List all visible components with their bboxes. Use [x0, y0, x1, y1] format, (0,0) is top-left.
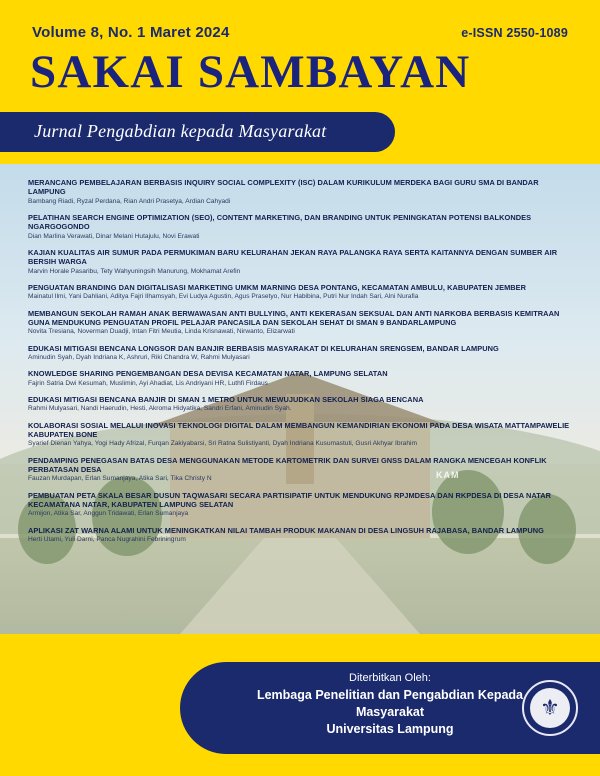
article-authors: Fajrin Satria Dwi Kesumah, Muslimin, Ayi Ahadiat, Lis Andriyani HR, Luthfi Firdaus — [28, 379, 268, 387]
list-item — [28, 369, 572, 388]
article-authors: Mainatul Ilmi, Yani Dahliani, Aditya Fajri Ilhamsyah, Evi Ludya Agustin, Agus Prasetyo, Nur Habibina, Putri Nur Indah Sari, Alni Nurafia — [28, 293, 419, 301]
article-title: PENDAMPING PENEGASAN BATAS DESA MENGGUNAKAN METODE KARTOMETRIK DAN SURVEI GNSS DALAM RANGKA MENCEGAH KONFLIK PERBATASAN DESA — [28, 455, 547, 474]
article-authors: Dian Marlina Verawati, Dinar Melani Hutajulu, Novi Erawati — [28, 232, 200, 240]
journal-subtitle: Jurnal Pengabdian kepada Masyarakat — [34, 121, 327, 141]
article-title: KOLABORASI SOSIAL MELALUI INOVASI TEKNOLOGI DIGITAL DALAM MEMBANGUN KEMANDIRIAN EKONOMI PADA DESA WISATA MATTAMPAWELIE KABUPATEN BONE — [28, 420, 570, 439]
list-item — [28, 178, 572, 206]
list-item — [28, 456, 572, 484]
university-seal-icon — [522, 680, 578, 736]
article-title: EDUKASI MITIGASI BENCANA LONGSOR DAN BANJIR BERBASIS MASYARAKAT DI KELURAHAN SRENGSEM, BANDAR LAMPUNG — [28, 343, 499, 353]
article-list — [0, 178, 600, 551]
article-title: MEMBANGUN SEKOLAH RAMAH ANAK BERWAWASAN ANTI BULLYING, ANTI KEKERASAN SEKSUAL DAN ANTI NARKOBA BERBASIS KEMITRAAN GUNA MENDUKUNG PENGUATAN PROFIL PELAJAR PANCASILA DAN SEKOLAH SEHAT DI SMAN 9 BANDARLAMPUNG — [28, 308, 560, 328]
list-item — [28, 421, 572, 449]
eissn-line: e-ISSN 2550-1089 — [461, 26, 568, 40]
list-item — [28, 491, 572, 519]
article-authors: Fauzan Murdapan, Erlan Sumanjaya, Atika Sari, Tika Christy N — [28, 475, 212, 483]
article-title: EDUKASI MITIGASI BENCANA BANJIR DI SMAN 1 METRO UNTUK MEWUJUDKAN SEKOLAH SIAGA BENCANA — [28, 394, 424, 404]
article-title: PENGUATAN BRANDING DAN DIGITALISASI MARKETING UMKM MARNING DESA PONTANG, KECAMATAN AMBULU, KABUPATEN JEMBER — [28, 283, 527, 293]
article-authors: Rahmi Mulyasari, Nandi Haerudin, Hesti, Akroma Hidyatika, Sandri Erfani, Aminudin Syah. — [28, 405, 292, 413]
publisher-block — [225, 672, 555, 738]
issue-line: Volume 8, No. 1 Maret 2024 — [32, 24, 230, 41]
article-authors: Bambang Riadi, Ryzal Perdana, Rian Andri Prasetya, Ardian Cahyadi — [28, 197, 231, 205]
list-item — [28, 344, 572, 363]
article-title: MERANCANG PEMBELAJARAN BERBASIS INQUIRY SOCIAL COMPLEXITY (ISC) DALAM KURIKULUM MERDEKA BAGI GURU SMA DI BANDAR LAMPUNG — [28, 178, 539, 197]
list-item — [28, 213, 572, 241]
article-authors: Herti Utami, Yuli Darni, Panca Nugrahini Febriningrum — [28, 536, 186, 543]
article-authors: Novita Tresiana, Noverman Duadji, Intan Fitri Meutia, Linda Krisnawati, Nirwanto, Elizarwati — [28, 328, 295, 336]
list-item — [28, 395, 572, 414]
article-authors: Syarief Dienan Yahya, Yogi Hady Afrizal, Furqan Zakiyabarsi, Sri Ratna Sulistiyanti, Dyah Indriana Kusumastuti, Gusri Akhyar Ibrahim — [28, 440, 417, 448]
article-title: PEMBUATAN PETA SKALA BESAR DUSUN TAQWASARI SECARA PARTISIPATIF UNTUK MENDUKUNG RPJMDESA DAN RKPDESA DI DESA NATAR KECAMATANA NATAR, KABUPATEN LAMPUNG SELATAN — [28, 490, 551, 509]
subtitle-bar — [0, 112, 600, 152]
seal-glyph: ⚜ — [540, 695, 560, 720]
list-item — [28, 248, 572, 276]
article-title: APLIKASI ZAT WARNA ALAMI UNTUK MENINGKATKAN NILAI TAMBAH PRODUK MAKANAN DI DESA LINGSUH RAJABASA, BANDAR LAMPUNG — [28, 525, 544, 535]
published-by-label: Diterbitkan Oleh: — [349, 672, 431, 684]
article-title: KNOWLEDGE SHARING PENGEMBANGAN DESA DEVISA KECAMATAN NATAR, LAMPUNG SELATAN — [28, 369, 388, 379]
masthead — [0, 0, 600, 164]
list-item — [28, 283, 572, 302]
article-authors: Marvin Horale Pasaribu, Tety Wahyuningsih Manurung, Mokhamat Arefin — [28, 267, 241, 275]
footer — [0, 634, 600, 776]
article-title: KAJIAN KUALITAS AIR SUMUR PADA PERMUKIMAN BARU KELURAHAN JEKAN RAYA PALANGKA RAYA SERTA KAITANNYA DENGAN SUMBER AIR BERSIH WARGA — [28, 248, 558, 267]
article-authors: Armijon, Atika Sar, Anggun Tridawati, Erlan Sumanjaya — [28, 510, 189, 518]
publisher-institution: Lembaga Penelitian dan Pengabdian Kepada Masyarakat — [256, 688, 524, 719]
publisher-university: Universitas Lampung — [326, 721, 454, 736]
photo-watermark: KAM — [436, 470, 460, 480]
list-item — [28, 526, 572, 545]
list-item — [28, 309, 572, 337]
journal-title: SAKAI SAMBAYAN — [30, 46, 471, 98]
article-authors: Aminudin Syah, Dyah Indriana K, Ashruri, Riki Chandra W, Rahmi Mulyasari — [28, 354, 250, 362]
article-title: PELATIHAN SEARCH ENGINE OPTIMIZATION (SEO), CONTENT MARKETING, DAN BRANDING UNTUK PENINGKATAN POTENSI BALKONDES NGARGOGONDO — [28, 213, 532, 232]
